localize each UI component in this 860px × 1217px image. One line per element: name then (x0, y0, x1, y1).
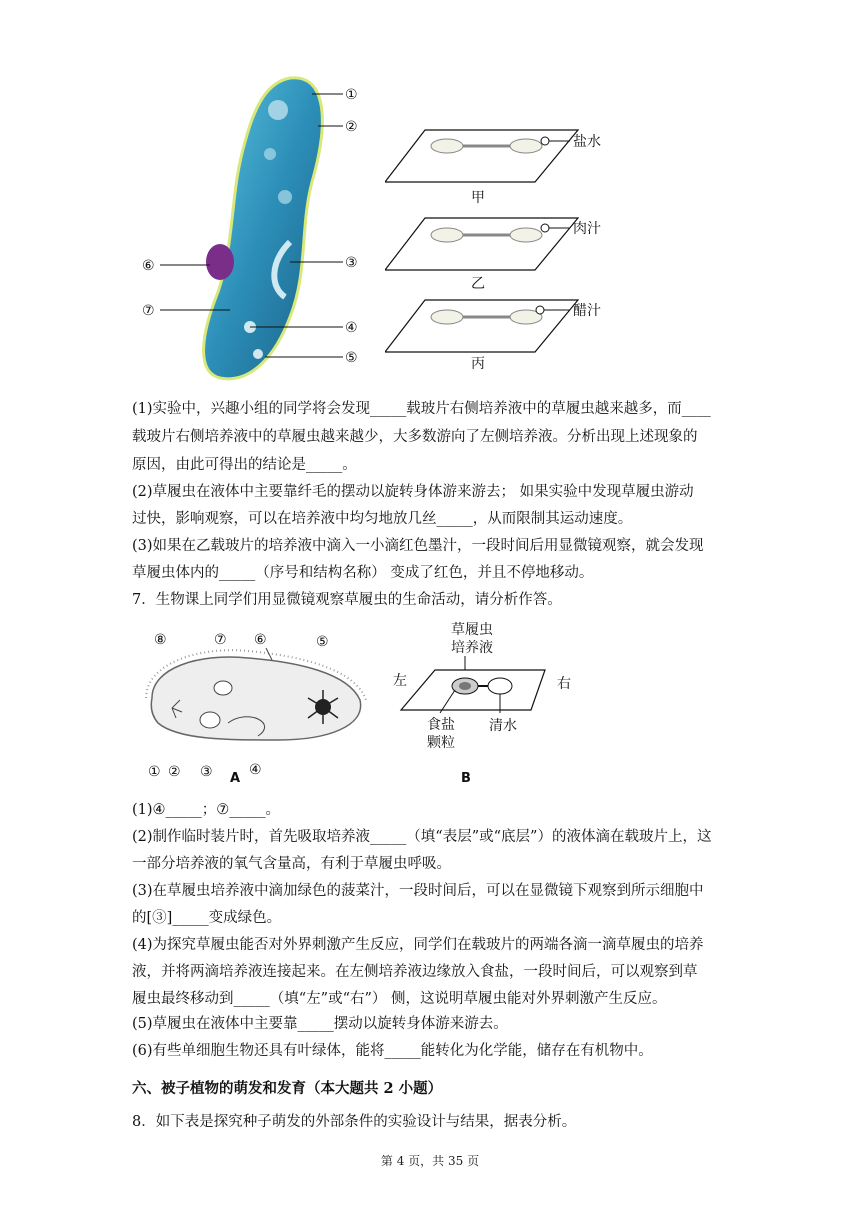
q6-part1-line1: (1)实验中，兴趣小组的同学将会发现_____载玻片右侧培养液中的草履虫越来越多，而____ (132, 401, 711, 417)
figure-b (385, 618, 590, 788)
q7-title: 7．生物课上同学们用显微镜观察草履虫的生命活动，请分析作答。 (132, 592, 562, 608)
q7-sub3-line1: (3)在草履虫培养液中滴加绿色的菠菜汁，一段时间后，可以在显微镜下观察到所示细胞中 (132, 883, 704, 899)
q7-sub2-line1: (2)制作临时装片时，首先吸取培养液_____（填“表层”或“底层”）的液体滴在载玻片上，这 (132, 829, 712, 845)
figA-marker-7: ⑦ (214, 632, 227, 648)
section-6-heading: 六、被子植物的萌发和发育（本大题共 2 小题） (132, 1080, 443, 1097)
q7-sub4-line3: 履虫最终移动到_____（填“左”或“右”） 侧，这说明草履虫能对外界刺激产生反应。 (132, 991, 667, 1007)
page-footer: 第 4 页，共 35 页 (380, 1154, 480, 1168)
figB-left-label: 左 (393, 673, 407, 689)
figB-right-label: 右 (557, 676, 571, 692)
figA-marker-1: ① (148, 764, 161, 780)
q6-part3-line2: 草履虫体内的_____（序号和结构名称） 变成了红色，并且不停地移动。 (132, 565, 594, 581)
figA-marker-5: ⑤ (316, 634, 329, 650)
marker-3: ③ (345, 255, 358, 271)
figB-top-label-2: 培养液 (451, 640, 493, 656)
q7-sub6: (6)有些单细胞生物还具有叶绿体，能将_____能转化为化学能，储存在有机物中。 (132, 1043, 653, 1059)
figB-top-label-1: 草履虫 (451, 622, 493, 638)
figA-caption: A (230, 771, 241, 786)
figB-salt-label-2: 颗粒 (427, 735, 455, 751)
q7-sub4-line1: (4)为探究草履虫能否对外界刺激产生反应，同学们在载玻片的两端各滴一滴草履虫的培养 (132, 937, 704, 953)
figB-salt-label-1: 食盐 (427, 717, 455, 733)
q7-sub1: (1)④_____；⑦_____。 (132, 802, 281, 818)
marker-4: ④ (345, 320, 358, 336)
figA-marker-4: ④ (249, 762, 262, 778)
q6-part2-line1: (2)草履虫在液体中主要靠纤毛的摆动以旋转身体游来游去； 如果实验中发现草履虫游动 (132, 484, 694, 500)
marker-2: ② (345, 119, 358, 135)
figA-marker-3: ③ (200, 764, 213, 780)
slide-yi-liquid: 肉汁 (573, 221, 601, 237)
figA-marker-2: ② (168, 764, 181, 780)
figB-caption: B (461, 771, 471, 786)
figure-a (138, 628, 370, 786)
q7-sub5: (5)草履虫在液体中主要靠_____摆动以旋转身体游来游去。 (132, 1016, 508, 1032)
marker-5: ⑤ (345, 350, 358, 366)
slide-jia-liquid: 盐水 (573, 134, 601, 150)
slide-yi-name: 乙 (471, 276, 485, 292)
q6-part3-line1: (3)如果在乙载玻片的培养液中滴入一小滴红色墨汁，一段时间后用显微镜观察，就会发现 (132, 538, 704, 554)
q6-part1-line2: 载玻片右侧培养液中的草履虫越来越少，大多数游向了左侧培养液。分析出现上述现象的 (132, 429, 698, 445)
marker-7: ⑦ (142, 303, 155, 319)
q6-part1-line3: 原因，由此可得出的结论是_____。 (132, 457, 357, 473)
q6-part2-line2: 过快，影响观察，可以在培养液中均匀地放几丝_____，从而限制其运动速度。 (132, 511, 633, 527)
slides-figure (385, 120, 645, 380)
slide-bing-name: 丙 (471, 356, 485, 372)
q7-sub2-line2: 一部分培养液的氧气含量高，有利于草履虫呼吸。 (132, 856, 451, 872)
marker-6: ⑥ (142, 258, 155, 274)
q7-sub4-line2: 液，并将两滴培养液连接起来。在左侧培养液边缘放入食盐，一段时间后，可以观察到草 (132, 964, 698, 980)
slide-bing-liquid: 醋汁 (573, 303, 601, 319)
figA-marker-8: ⑧ (154, 632, 167, 648)
figA-marker-6: ⑥ (254, 632, 267, 648)
q8-title: 8．如下表是探究种子萌发的外部条件的实验设计与结果，据表分析。 (132, 1114, 577, 1130)
figB-water-label: 清水 (489, 718, 517, 734)
paramecium-figure (140, 72, 380, 394)
slide-jia-name: 甲 (471, 190, 485, 206)
q7-sub3-line2: 的[③]_____变成绿色。 (132, 910, 282, 926)
marker-1: ① (345, 87, 358, 103)
